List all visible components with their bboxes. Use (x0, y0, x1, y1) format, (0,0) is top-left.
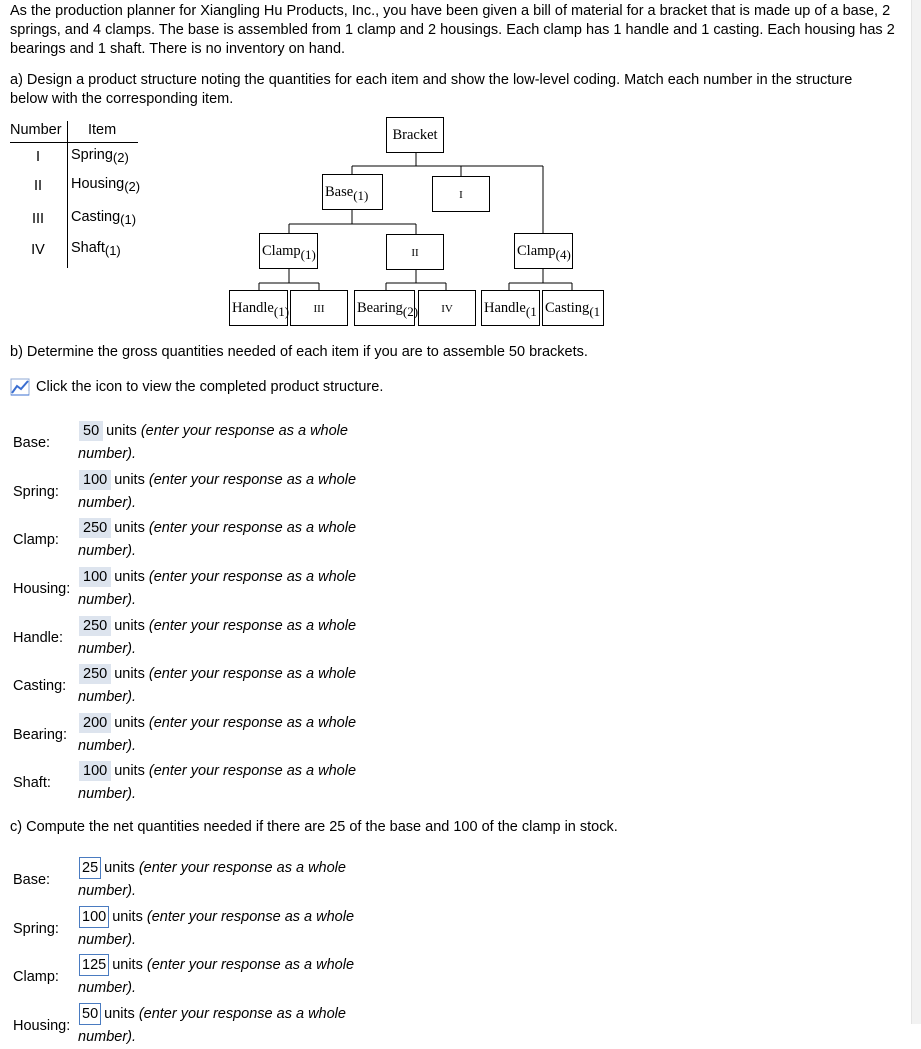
node-clamp-4-label: Clamp (517, 243, 556, 259)
node-bracket-label: Bracket (392, 127, 438, 143)
legend-item-header: Item (88, 122, 117, 138)
hint-text: (enter your response as a whole (140, 423, 348, 439)
gross-answer-value[interactable]: 250 (79, 518, 111, 538)
gross-answer-value[interactable]: 250 (79, 616, 111, 636)
gross-answer-value[interactable]: 100 (79, 470, 111, 490)
node-bracket (386, 117, 444, 153)
hint-text-end: number). (78, 543, 137, 559)
net-answer-label: Spring: (13, 921, 59, 937)
legend-item-name: Spring (71, 147, 113, 163)
node-base (322, 174, 383, 210)
legend-number: II (33, 178, 43, 194)
hint-text-end: number). (78, 641, 137, 657)
hint-text: (enter your response as a whole (138, 860, 346, 876)
net-answer-row (0, 857, 600, 903)
net-answer-input[interactable]: 50 (79, 1003, 101, 1025)
node-handle-2-label: Handle (484, 300, 526, 316)
node-bearing-label: Bearing (357, 300, 403, 316)
hint-text: (enter your response as a whole (146, 957, 355, 973)
node-handle-1-qty: (1) (273, 303, 290, 319)
node-roman-ii (386, 234, 444, 270)
node-roman-i (432, 176, 490, 212)
legend-item-qty: (1) (120, 212, 137, 227)
net-answer-input[interactable]: 125 (79, 954, 109, 976)
node-casting-qty: (1 (589, 303, 601, 319)
legend-item-name: Casting (71, 209, 121, 225)
node-roman-ii-label: II (411, 247, 419, 259)
hint-text-end: number). (78, 786, 137, 802)
click-text: Click the icon to view the completed product structure. (36, 379, 384, 395)
gross-answer-label: Housing: (13, 581, 71, 597)
gross-answer-label: Clamp: (13, 532, 59, 548)
node-clamp-1 (259, 233, 318, 269)
node-clamp-4 (514, 233, 573, 269)
net-answer-label: Clamp: (13, 969, 59, 985)
legend-item-qty: (2) (112, 150, 129, 165)
gross-answer-row (0, 566, 600, 612)
node-handle-1-label: Handle (232, 300, 274, 316)
node-base-label: Base (325, 184, 354, 200)
gross-answer-label: Bearing: (13, 727, 68, 743)
hint-text: (enter your response as a whole (148, 763, 357, 779)
node-casting (542, 290, 604, 326)
gross-answer-value[interactable]: 100 (79, 761, 111, 781)
product-structure-connectors (0, 0, 921, 340)
legend-number: IV (31, 242, 45, 258)
node-roman-iv-label: IV (441, 303, 453, 315)
hint-text-end: number). (78, 689, 137, 705)
part-c-text: c) Compute the net quantities needed if there are 25 of the base and 100 of the clamp in stock. (10, 819, 618, 835)
part-b-text: b) Determine the gross quantities needed of each item if you are to assemble 50 brackets. (10, 344, 588, 360)
hint-text: (enter your response as a whole (148, 618, 357, 634)
hint-text-end: number). (78, 495, 137, 511)
net-answer-row (0, 906, 600, 952)
gross-answer-label: Spring: (13, 484, 59, 500)
gross-answer-value[interactable]: 250 (79, 664, 111, 684)
units-text: units (104, 1006, 135, 1022)
legend-item-name: Housing (71, 176, 125, 192)
chart-icon[interactable] (10, 378, 30, 396)
node-clamp-4-qty: (4) (555, 246, 571, 262)
net-answer-input[interactable]: 100 (79, 906, 109, 928)
hint-text: (enter your response as a whole (146, 909, 355, 925)
gross-answer-row (0, 615, 600, 661)
hint-text-end: number). (78, 1029, 137, 1045)
hint-text-end: number). (78, 446, 137, 462)
node-base-qty: (1) (353, 187, 369, 203)
part-a-text: a) Design a product structure noting the quantities for each item and show the low-level coding. Match each number in the structure below with the corresponding item. (10, 72, 853, 107)
gross-answer-row (0, 712, 600, 758)
node-handle-2 (481, 290, 540, 326)
units-text: units (114, 666, 145, 682)
legend-item-qty: (1) (104, 243, 121, 258)
node-bearing (354, 290, 419, 326)
hint-text: (enter your response as a whole (148, 472, 357, 488)
gross-answer-row (0, 663, 600, 709)
units-text: units (114, 520, 145, 536)
units-text: units (114, 763, 145, 779)
net-answer-row (0, 1003, 600, 1049)
legend-number: I (35, 149, 41, 165)
legend-item-qty: (2) (124, 179, 141, 194)
hint-text: (enter your response as a whole (148, 520, 357, 536)
gross-answer-row (0, 517, 600, 563)
legend-number-header: Number (10, 122, 62, 138)
node-handle-2-qty: (1 (525, 303, 537, 319)
hint-text-end: number). (78, 883, 137, 899)
gross-answer-value[interactable]: 100 (79, 567, 111, 587)
node-roman-i-label: I (459, 189, 463, 201)
legend-item-name: Shaft (71, 240, 105, 256)
node-clamp-1-label: Clamp (262, 243, 301, 259)
units-text: units (112, 909, 143, 925)
net-answer-label: Housing: (13, 1018, 71, 1034)
node-bearing-qty: (2) (402, 303, 419, 319)
node-handle-1 (229, 290, 288, 326)
hint-text: (enter your response as a whole (148, 666, 357, 682)
units-text: units (114, 472, 145, 488)
units-text: units (114, 715, 145, 731)
hint-text-end: number). (78, 738, 137, 754)
gross-answer-label: Handle: (13, 630, 63, 646)
units-text: units (106, 423, 137, 439)
units-text: units (104, 860, 135, 876)
gross-answer-value[interactable]: 200 (79, 713, 111, 733)
net-answer-input[interactable]: 25 (79, 857, 101, 879)
view-structure-link (10, 378, 383, 396)
intro-text: As the production planner for Xiangling Hu Products, Inc., you have been given a bill of material for a bracket that is made up of a base, 2 springs, and 4 clamps. The base is assembled from 1 clamp and 2 housings. Each clamp has 1 handle and 1 casting. Each housing has 2 bearings and 1 shaft. There is no inventory on hand. (10, 3, 895, 57)
node-roman-iii (290, 290, 348, 326)
hint-text: (enter your response as a whole (138, 1006, 346, 1022)
net-answer-row (0, 954, 600, 1000)
units-text: units (114, 569, 145, 585)
gross-answer-row (0, 469, 600, 515)
gross-answer-value[interactable]: 50 (79, 421, 103, 441)
node-roman-iii-label: III (313, 303, 325, 315)
node-clamp-1-qty: (1) (300, 246, 316, 262)
gross-answer-row (0, 420, 600, 466)
gross-answer-label: Shaft: (13, 775, 51, 791)
legend-number: III (31, 211, 45, 227)
hint-text-end: number). (78, 980, 137, 996)
gross-answer-label: Casting: (13, 678, 67, 694)
node-casting-label: Casting (545, 300, 590, 316)
hint-text: (enter your response as a whole (148, 569, 357, 585)
hint-text: (enter your response as a whole (148, 715, 357, 731)
net-answer-label: Base: (13, 872, 51, 888)
hint-text-end: number). (78, 932, 137, 948)
hint-text-end: number). (78, 592, 137, 608)
units-text: units (112, 957, 143, 973)
node-roman-iv (418, 290, 476, 326)
gross-answer-label: Base: (13, 435, 51, 451)
gross-answer-row (0, 760, 600, 806)
units-text: units (114, 618, 145, 634)
